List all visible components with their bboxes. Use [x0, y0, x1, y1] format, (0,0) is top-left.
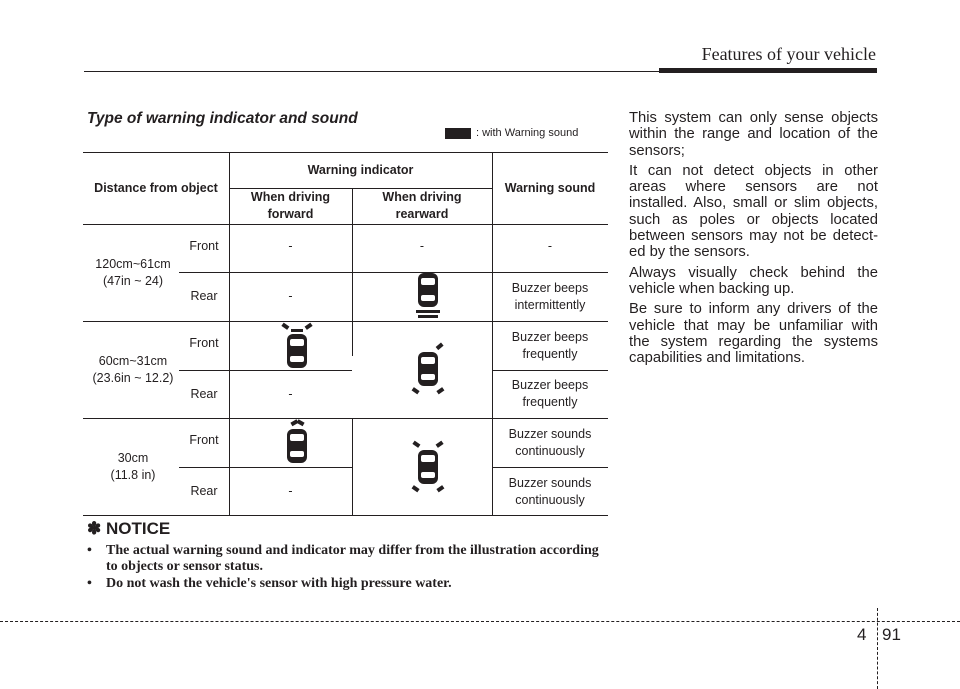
header-forward: When driving forward: [250, 190, 331, 221]
car-rear-sensor-icon: [408, 270, 448, 320]
legend-label: : with Warning sound: [476, 127, 579, 139]
paragraph: Be sure to inform any drivers of the vehicle that may be unfamiliar with the system regarding the systems capabilities and limitations.: [629, 301, 878, 367]
header-rearward: When driving rearward: [382, 190, 462, 221]
header-rule-accent: [659, 68, 877, 73]
notice-text: Do not wash the vehicle's sensor with high pressure water.: [106, 576, 452, 591]
forward-indicator-cell: -: [288, 289, 293, 303]
paragraph: Always visually check behind the vehicle when backing up.: [629, 264, 878, 297]
header-rule: [84, 71, 659, 72]
bullet: •: [87, 543, 92, 558]
notice-title: [87, 519, 170, 539]
paragraph: It can not detect objects in other areas where sensors are not installed. Also, small or slim objects, such as poles or objects located between sensors may not be detect-ed by the sensors.: [629, 162, 878, 261]
car-corner-sensor-icon: [408, 342, 448, 398]
sound-cell: Buzzer sounds continuously: [508, 426, 592, 458]
notice-label: NOTICE: [105, 519, 171, 538]
position-cell: Front: [189, 335, 219, 350]
legend: [445, 127, 578, 139]
position-cell: Front: [189, 238, 219, 253]
notice-list: [87, 543, 607, 593]
table-line: [352, 418, 353, 516]
notice-text: The actual warning sound and indicator may differ from the illustration according to objects or sensor status.: [106, 543, 599, 574]
car-corner-sensor-icon: [408, 440, 448, 496]
body-text: [629, 110, 878, 370]
sound-cell: Buzzer sounds continuously: [508, 475, 592, 507]
bullet: •: [87, 576, 92, 591]
notice-item: [87, 576, 607, 592]
paragraph: This system can only sense objects within the range and location of the sensors;: [629, 110, 878, 159]
forward-indicator-cell: -: [288, 386, 293, 401]
notice-symbol: ✽: [87, 519, 102, 538]
sound-cell: -: [547, 238, 553, 253]
footer-divider: [877, 608, 878, 689]
position-cell: Rear: [190, 484, 218, 498]
section-title: Type of warning indicator and sound: [87, 110, 358, 127]
sound-cell: Buzzer beeps frequently: [511, 329, 589, 361]
car-front-sensor-icon: [277, 322, 317, 372]
header-sound: Warning sound: [504, 180, 596, 195]
header-indicator: Warning indicator: [307, 162, 414, 177]
sound-cell: Buzzer beeps intermittently: [511, 280, 589, 312]
position-cell: Rear: [190, 386, 218, 401]
distance-cell: 30cm (11.8 in): [110, 451, 156, 482]
forward-indicator-cell: -: [288, 238, 293, 253]
header-title: Features of your vehicle: [701, 44, 876, 64]
position-cell: Rear: [190, 289, 218, 303]
sound-cell: Buzzer beeps frequently: [511, 378, 589, 409]
footer-rule: [0, 621, 960, 622]
distance-cell: 120cm~61cm (47in ~ 24): [95, 256, 171, 288]
rearward-indicator-cell: -: [419, 238, 425, 253]
forward-indicator-cell: -: [288, 484, 293, 498]
page-number: 91: [882, 625, 901, 644]
car-front-sensor-icon: [277, 419, 317, 469]
notice-item: [87, 543, 607, 575]
legend-swatch: [445, 128, 471, 139]
header-distance: Distance from object: [94, 180, 218, 195]
distance-cell: 60cm~31cm (23.6in ~ 12.2): [92, 353, 174, 385]
warning-table: [83, 152, 608, 516]
position-cell: Front: [189, 432, 219, 447]
chapter-number: 4: [857, 625, 867, 644]
